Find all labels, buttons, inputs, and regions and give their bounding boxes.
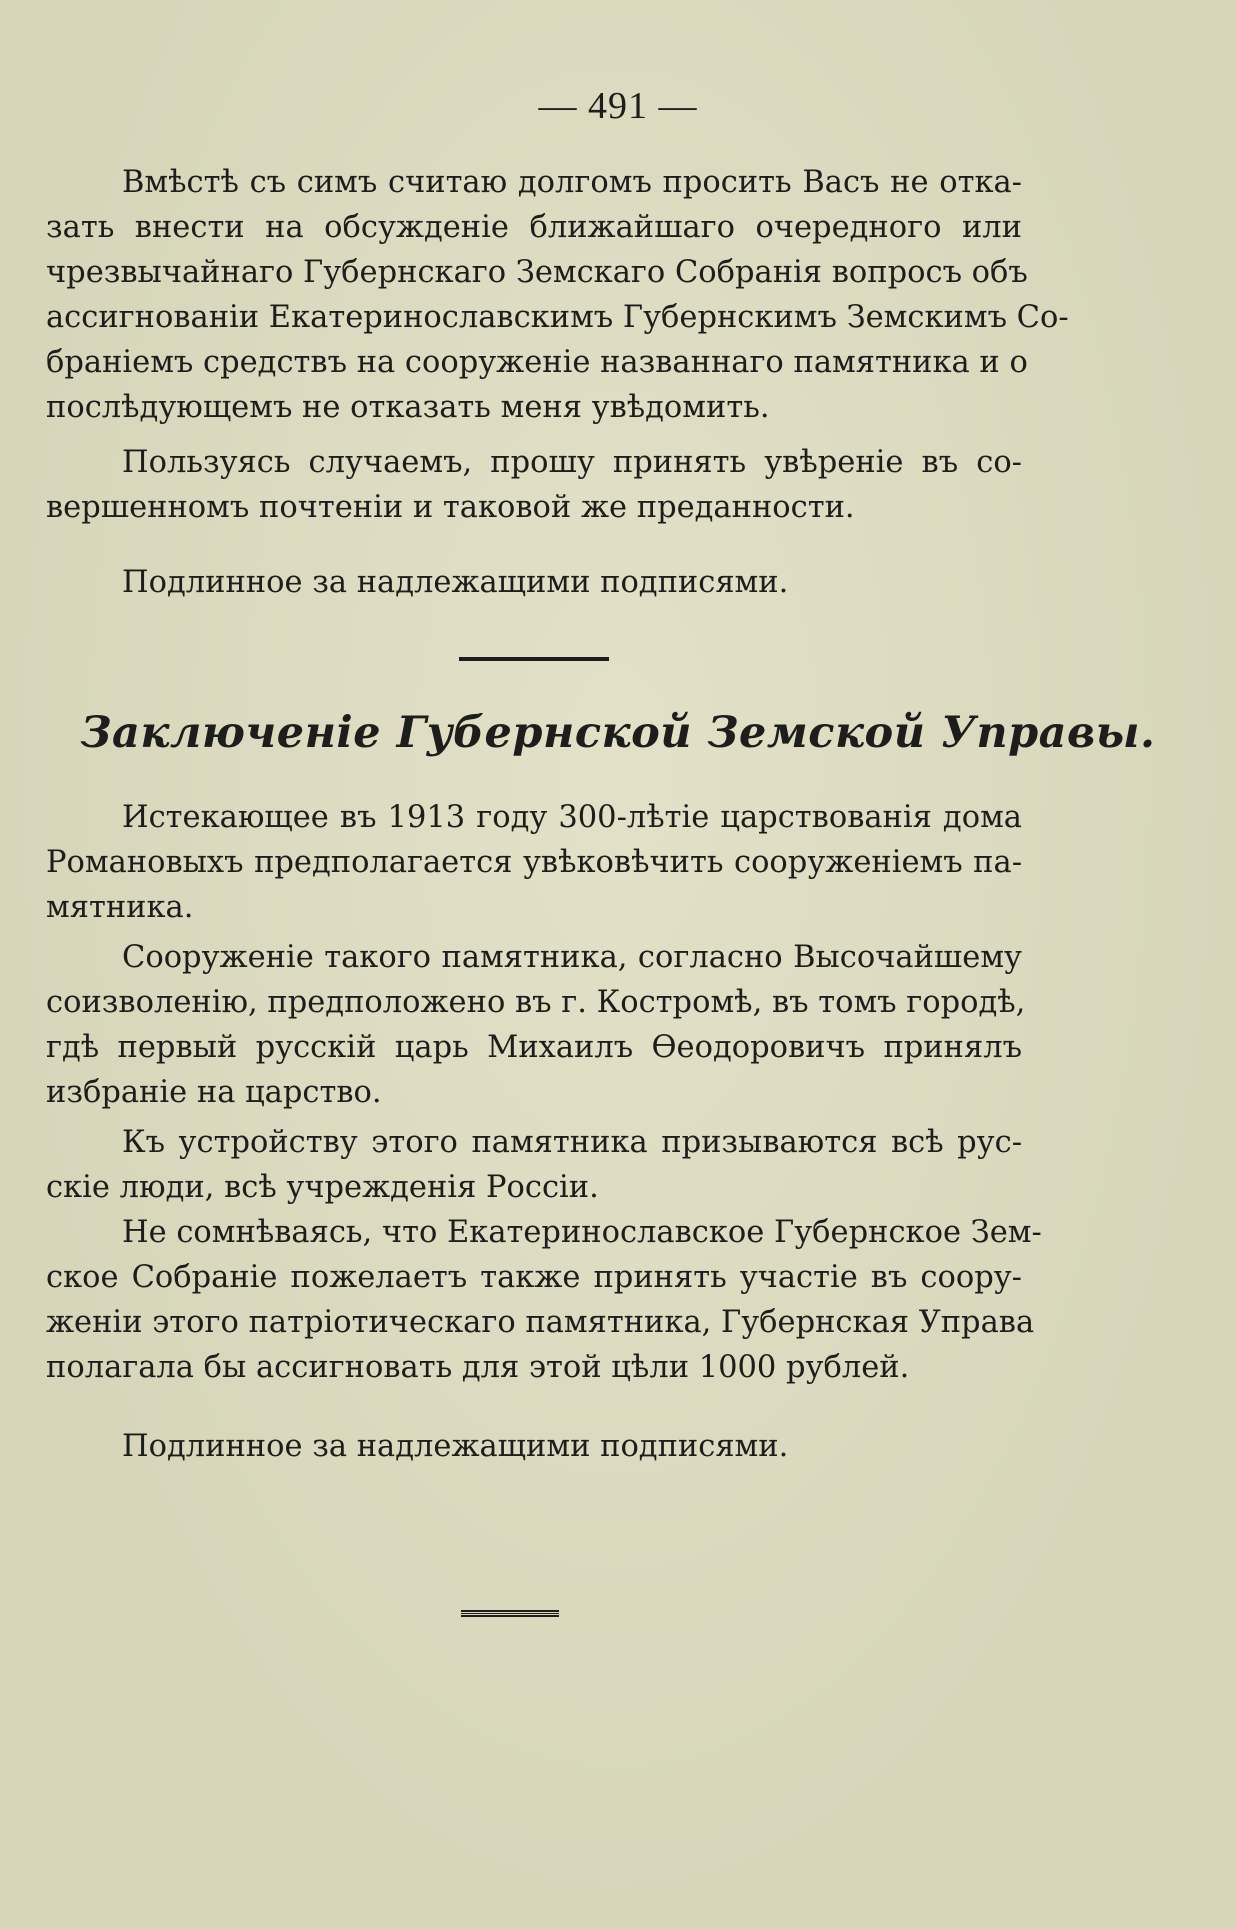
conclusion-paragraph-1	[46, 795, 1022, 930]
closing-ornament-rule	[461, 1610, 559, 1617]
text-line: гдѣ первый русскій царь Михаилъ Ѳеодоровичъ принялъ	[46, 1030, 1022, 1065]
text-line: соизволенію, предположено въ г. Костромѣ, въ томъ городѣ,	[46, 985, 1026, 1020]
text-line: мятника.	[46, 890, 194, 925]
section-heading: Заключеніе Губернской Земской Управы.	[80, 708, 1156, 758]
text-line: Истекающее въ 1913 году 300-лѣтіе царствованія дома	[122, 800, 1022, 835]
section-divider	[459, 657, 609, 661]
text-line: женіи этого патріотическаго памятника, Губернская Управа	[46, 1305, 1035, 1340]
text-line: скіе люди, всѣ учрежденія Россіи.	[46, 1170, 599, 1205]
text-line: зать внести на обсужденіе ближайшаго очередного или	[46, 210, 1022, 245]
text-line: Сооруженіе такого памятника, согласно Высочайшему	[122, 940, 1022, 975]
text-line: Вмѣстѣ съ симъ считаю долгомъ просить Васъ не отка-	[122, 165, 1022, 200]
letter-signature-note	[46, 560, 1022, 605]
text-line: Романовыхъ предполагается увѣковѣчить сооруженіемъ па-	[46, 845, 1022, 880]
text-line: чрезвычайнаго Губернскаго Земскаго Собранія вопросъ объ	[46, 255, 1028, 290]
text-line: полагала бы ассигновать для этой цѣли 1000 рублей.	[46, 1350, 910, 1385]
text-line: ское Собраніе пожелаетъ также принять участіе въ соору-	[46, 1260, 1022, 1295]
text-line: браніемъ средствъ на сооруженіе названнаго памятника и о	[46, 345, 1028, 380]
text-line: Къ устройству этого памятника призываются всѣ рус-	[122, 1125, 1022, 1160]
page-number: — 491 —	[538, 85, 698, 127]
text-line: избраніе на царство.	[46, 1075, 382, 1110]
text-line: Пользуясь случаемъ, прошу принять увѣреніе въ со-	[122, 445, 1022, 480]
text-line: вершенномъ почтеніи и таковой же преданности.	[46, 490, 855, 525]
text-line: ассигнованіи Екатеринославскимъ Губернскимъ Земскимъ Со-	[46, 300, 1069, 335]
conclusion-paragraph-2	[46, 935, 1026, 1115]
text-line: Не сомнѣваясь, что Екатеринославское Губернское Зем-	[122, 1215, 1042, 1250]
text-line: послѣдующемъ не отказать меня увѣдомить.	[46, 390, 770, 425]
letter-paragraph-1	[46, 160, 1069, 430]
conclusion-paragraph-3	[46, 1120, 1022, 1210]
signature-note: Подлинное за надлежащими подписями.	[122, 1429, 789, 1464]
signature-note: Подлинное за надлежащими подписями.	[122, 565, 789, 600]
letter-paragraph-2	[46, 440, 1022, 530]
conclusion-paragraph-4	[46, 1210, 1042, 1390]
conclusion-signature-note	[46, 1424, 1022, 1469]
